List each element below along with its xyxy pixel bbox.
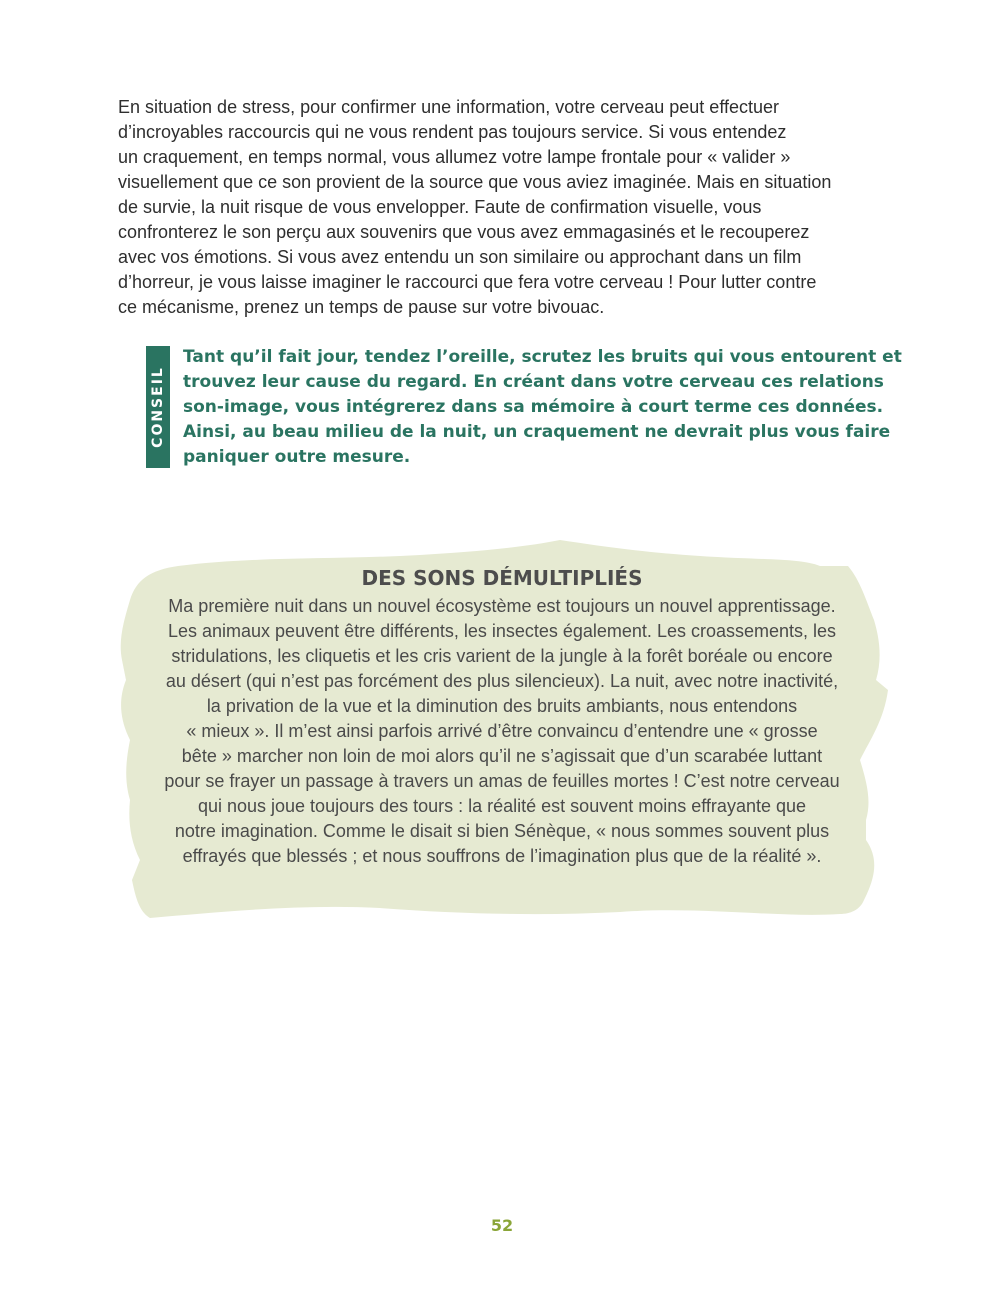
sidebar-box-line: Les animaux peuvent être différents, les insectes également. Les croassements, les bbox=[167, 621, 837, 641]
sidebar-box-line: pour se frayer un passage à travers un amas de feuilles mortes ! C’est notre cerveau bbox=[164, 771, 840, 791]
body-line: d’incroyables raccourcis qui ne vous rendent pas toujours service. Si vous entendez bbox=[118, 122, 787, 142]
sidebar-box-text bbox=[120, 594, 884, 869]
sidebar-box-title: DES SONS DÉMULTIPLIÉS bbox=[361, 566, 643, 590]
tip-line: Tant qu’il fait jour, tendez l’oreille, scrutez les bruits qui vous entourent et bbox=[183, 347, 902, 367]
body-line: visuellement que ce son provient de la source que vous aviez imaginée. Mais en situation bbox=[118, 172, 832, 192]
sidebar-box-line: bête » marcher non loin de moi alors qu’il ne s’agissait que d’un scarabée luttant bbox=[181, 746, 823, 766]
sidebar-box-line: Ma première nuit dans un nouvel écosystème est toujours un nouvel apprentissage. bbox=[168, 596, 836, 616]
body-line: d’horreur, je vous laisse imaginer le raccourci que fera votre cerveau ! Pour lutter contre bbox=[118, 272, 817, 292]
tip-line: Ainsi, au beau milieu de la nuit, un craquement ne devrait plus vous faire bbox=[183, 422, 891, 442]
body-line: ce mécanisme, prenez un temps de pause sur votre bivouac. bbox=[118, 297, 605, 317]
page-number: 52 bbox=[490, 1216, 514, 1235]
tip-line: son-image, vous intégrerez dans sa mémoire à court terme ces données. bbox=[183, 397, 884, 417]
body-line: confronterez le son perçu aux souvenirs que vous avez emmagasinés et le recouperez bbox=[118, 222, 810, 242]
body-line: avec vos émotions. Si vous avez entendu un son similaire ou approchant dans un film bbox=[118, 247, 802, 267]
sidebar-box-line: au désert (qui n’est pas forcément des plus silencieux). La nuit, avec notre inactivité, bbox=[165, 671, 839, 691]
sidebar-box-line: la privation de la vue et la diminution des bruits ambiants, nous entendons bbox=[206, 696, 798, 716]
sidebar-box-line: qui nous joue toujours des tours : la réalité est souvent moins effrayante que bbox=[197, 796, 807, 816]
sidebar-box-line: stridulations, les cliquetis et les cris varient de la jungle à la forêt boréale ou encore bbox=[171, 646, 833, 666]
tip-line: trouvez leur cause du regard. En créant dans votre cerveau ces relations bbox=[183, 372, 884, 392]
sidebar-box-line: effrayés que blessés ; et nous souffrons de l’imagination plus que de la réalité ». bbox=[182, 846, 822, 866]
tip-label: CONSEIL bbox=[150, 366, 166, 448]
body-line: un craquement, en temps normal, vous allumez votre lampe frontale pour « valider » bbox=[118, 147, 791, 167]
sidebar-box-line: « mieux ». Il m’est ainsi parfois arrivé d’être convaincu d’entendre une « grosse bbox=[186, 721, 818, 741]
sidebar-box-line: notre imagination. Comme le disait si bien Sénèque, « nous sommes souvent plus bbox=[174, 821, 830, 841]
body-line: En situation de stress, pour confirmer une information, votre cerveau peut effectuer bbox=[118, 97, 780, 117]
tip-line: paniquer outre mesure. bbox=[183, 447, 411, 467]
body-line: de survie, la nuit risque de vous envelopper. Faute de confirmation visuelle, vous bbox=[118, 197, 762, 217]
